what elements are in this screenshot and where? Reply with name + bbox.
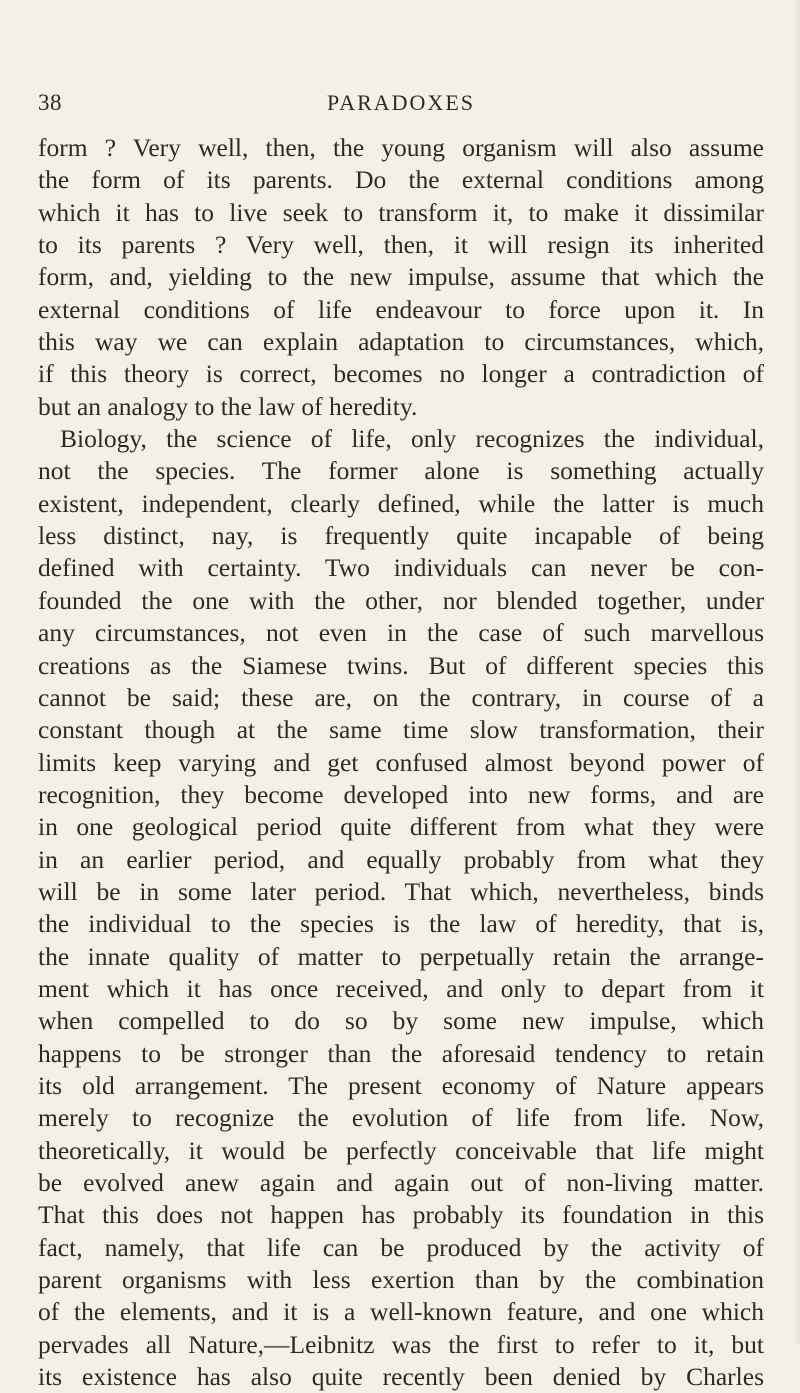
- text-line: form ? Very well, then, the young organism will also assume: [38, 133, 764, 162]
- running-head: PARADOXES: [326, 90, 475, 115]
- text-line: in one geological period quite different from what they were: [38, 812, 764, 842]
- text-line: ment which it has once received, and only to depart from it: [38, 973, 764, 1003]
- text-line: if this theory is correct, becomes no longer a contradiction of: [38, 359, 764, 389]
- text-line: defined with certainty. Two individuals can never be con-: [38, 553, 764, 583]
- text-line: will be in some later period. That which, nevertheless, binds: [38, 876, 764, 906]
- page-number: 38: [38, 90, 62, 115]
- text-line: creations as the Siamese twins. But of different species this: [38, 650, 764, 680]
- text-line: cannot be said; these are, on the contrary, in course of a: [38, 682, 764, 712]
- text-line: its old arrangement. The present economy of Nature appears: [38, 1070, 764, 1100]
- text-line: the individual to the species is the law of heredity, that is,: [38, 909, 764, 939]
- text-line: theoretically, it would be perfectly conceivable that life might: [38, 1135, 764, 1165]
- text-line: this way we can explain adaptation to circumstances, which,: [38, 327, 764, 357]
- page-header: [38, 88, 764, 122]
- page-edge-shadow: [794, 0, 800, 1344]
- text-line: be evolved anew again and again out of non-living matter.: [38, 1168, 764, 1197]
- text-line: form, and, yielding to the new impulse, assume that which the: [38, 262, 764, 292]
- text-line: That this does not happen has probably its foundation in this: [38, 1200, 764, 1230]
- text-line: parent organisms with less exertion than by the combination: [38, 1265, 764, 1295]
- text-line: founded the one with the other, nor blended together, under: [38, 585, 764, 615]
- text-line: any circumstances, not even in the case of such marvellous: [38, 618, 764, 648]
- paragraph-first-line: Biology, the science of life, only recognizes the individual,: [60, 424, 764, 454]
- text-line: limits keep varying and get confused almost beyond power of: [38, 747, 764, 777]
- text-line: fact, namely, that life can be produced by the activity of: [38, 1232, 764, 1262]
- body-text: [38, 132, 764, 1393]
- text-line: to its parents ? Very well, then, it will resign its inherited: [38, 230, 764, 260]
- text-line: happens to be stronger than the aforesaid tendency to retain: [38, 1038, 764, 1068]
- text-line: not the species. The former alone is something actually: [38, 456, 764, 486]
- text-line: its existence has also quite recently been denied by Charles: [38, 1362, 764, 1392]
- text-line: the form of its parents. Do the external conditions among: [38, 165, 764, 195]
- text-line: recognition, they become developed into new forms, and are: [38, 779, 764, 809]
- text-line: pervades all Nature,—Leibnitz was the first to refer to it, but: [38, 1329, 764, 1359]
- text-line: when compelled to do so by some new impulse, which: [38, 1006, 764, 1036]
- text-line: of the elements, and it is a well-known feature, and one which: [38, 1297, 764, 1327]
- text-line: less distinct, nay, is frequently quite incapable of being: [38, 521, 764, 551]
- text-line: external conditions of life endeavour to force upon it. In: [38, 294, 764, 324]
- text-line: but an analogy to the law of heredity.: [38, 391, 418, 421]
- text-line: in an earlier period, and equally probably from what they: [38, 844, 764, 874]
- text-line: merely to recognize the evolution of life from life. Now,: [38, 1103, 764, 1133]
- text-line: existent, independent, clearly defined, while the latter is much: [38, 488, 764, 518]
- text-line: which it has to live seek to transform it, to make it dissimilar: [38, 197, 764, 227]
- text-line: constant though at the same time slow transformation, their: [38, 715, 764, 745]
- text-line: the innate quality of matter to perpetually retain the arrange-: [38, 941, 764, 971]
